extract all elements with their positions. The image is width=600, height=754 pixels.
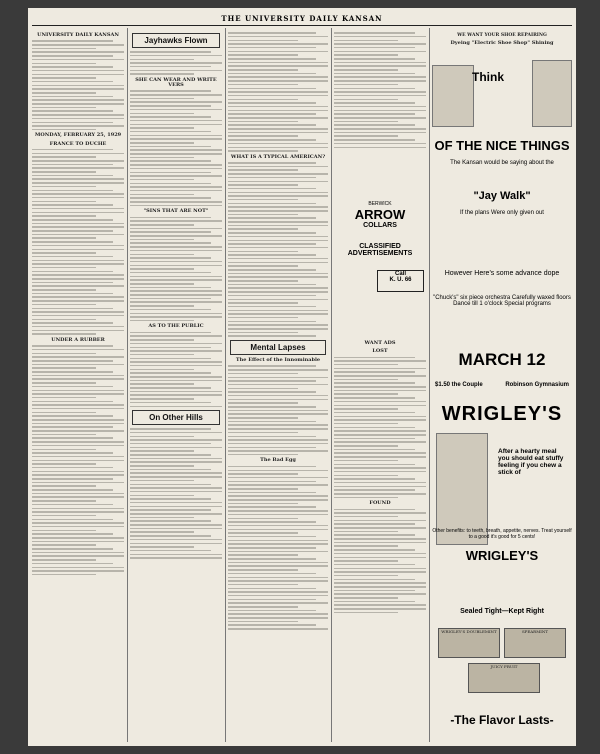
column-title: Mental Lapses [250, 342, 306, 352]
ad-headline: Think [472, 70, 504, 84]
headline: The Bad Egg [260, 457, 296, 464]
issue-date: MONDAY, FEBRUARY 25, 1929 [34, 132, 122, 139]
column-title: On Other Hills [149, 413, 203, 423]
text-block [130, 332, 222, 407]
gum-pack: WRIGLEY'S DOUBLEMINT [438, 628, 500, 658]
headline: UNDER A RUBBER [51, 336, 105, 343]
headline: FOUND [369, 500, 391, 507]
headline: AS TO THE PUBLIC [148, 323, 204, 330]
text-block [130, 217, 222, 322]
headline: WHAT IS A TYPICAL AMERICAN? [230, 153, 326, 160]
ad-slogan: -The Flavor Lasts- [450, 713, 554, 727]
wrigleys-logo: WRIGLEY'S [465, 548, 539, 563]
phone-number: K. U. 66 [389, 277, 412, 283]
column-title: Jayhawks Flown [144, 36, 208, 45]
event-venue: Robinson Gymnasium [505, 382, 569, 388]
illustration [432, 65, 474, 127]
column-header-box [230, 340, 326, 355]
ad-text: If the plans Were only given out [460, 210, 544, 216]
column-divider [331, 28, 332, 742]
ad-slogan: Sealed Tight—Kept Right [460, 608, 544, 615]
paper-title: UNIVERSITY DAILY KANSAN [37, 32, 119, 38]
masthead-rule [32, 25, 572, 26]
gum-pack: JUICY FRUIT [468, 663, 540, 693]
ad-text: After a hearty meal you should eat stuffy feeling if you chew a stick of [498, 448, 564, 476]
headline: The Effect of the Innominable [235, 357, 321, 364]
newspaper-page [28, 8, 576, 746]
headline: LOST [372, 348, 388, 355]
headline: "SINS THAT ARE NOT" [143, 208, 209, 215]
ad-line: COLLARS [363, 222, 397, 229]
classified-body [334, 338, 426, 738]
masthead: THE UNIVERSITY DAILY KANSAN [221, 14, 383, 23]
ad-brand: ARROW [354, 207, 406, 222]
text-block [32, 345, 124, 575]
column-divider [429, 28, 430, 742]
column-divider [225, 28, 226, 742]
text-block [334, 357, 426, 499]
phone-box [377, 270, 424, 292]
arrow-collars-ad [334, 201, 426, 229]
column-header-box [132, 33, 220, 48]
ad-text: "Chuck's" six piece orchestra Carefully waxed floors Dance till 1 o'clock Special programs [433, 295, 571, 307]
text-block [228, 32, 328, 152]
event-date: MARCH 12 [458, 350, 546, 369]
column-1 [32, 30, 124, 742]
classified-header: CLASSIFIED ADVERTISEMENTS [347, 243, 413, 257]
shoe-ad-line: Dyeing "Electric Shoe Shop" Shining [450, 40, 554, 47]
illustration [532, 60, 572, 127]
text-block [32, 149, 124, 335]
ad-text: However Here's some advance dope [444, 270, 560, 277]
ad-headline: OF THE NICE THINGS [434, 138, 570, 153]
ad-text: The Kansan would be saying about the [450, 160, 554, 166]
event-price: $1.50 the Couple [435, 382, 483, 388]
text-block [130, 428, 222, 559]
headline: WANT ADS [364, 340, 396, 346]
text-block [228, 466, 328, 630]
text-block [334, 509, 426, 614]
text-block [130, 90, 222, 206]
jay-walk-ad [432, 60, 572, 390]
gum-pack: SPEARMINT [504, 628, 566, 658]
headline: FRANCE TO DUCHE [49, 140, 107, 147]
text-block [334, 32, 426, 148]
text-block [130, 51, 222, 75]
column-header-box [132, 410, 220, 425]
column-5-top [432, 30, 572, 54]
headline: SHE CAN WEAR AND WRITE VERS [135, 76, 217, 89]
text-block [228, 365, 328, 455]
column-2 [130, 30, 222, 742]
ad-headline: "Jay Walk" [473, 190, 531, 202]
column-3 [228, 30, 328, 742]
text-block [228, 162, 328, 337]
phone-label: Call [394, 271, 406, 277]
ad-text: Other benefits: to teeth, breath, appetite, nerves. Treat yourself to a good it's good for 5 cents! [432, 528, 572, 540]
column-divider [127, 28, 128, 742]
shoe-ad-line: WE WANT YOUR SHOE REPAIRING [457, 33, 547, 38]
ad-line: BERWICK [368, 201, 392, 207]
wrigleys-logo: WRIGLEY'S [441, 403, 563, 425]
text-block [32, 40, 124, 130]
